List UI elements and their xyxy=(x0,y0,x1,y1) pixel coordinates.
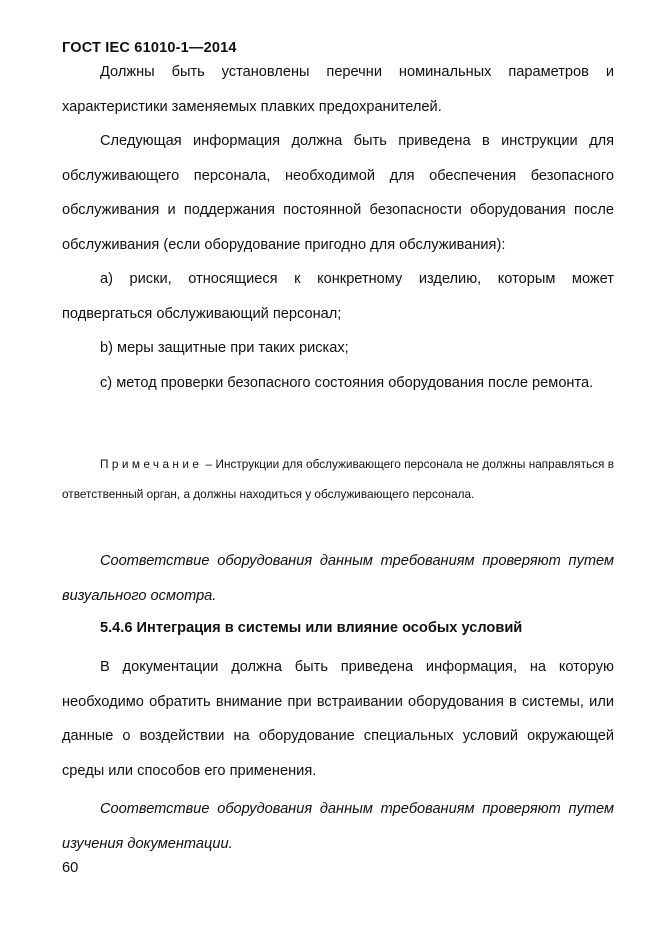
compliance-block-2 xyxy=(62,792,614,861)
compliance-visual-inspection: Соответствие оборудования данным требованиям проверяют путем визуального осмотра. xyxy=(62,553,614,604)
body-text-block-2 xyxy=(62,650,614,788)
body-text-block-1 xyxy=(62,55,614,400)
paragraph-fuse-list: Должны быть установлены перечни номинальных параметров и характеристики заменяемых плавких предохранителей. xyxy=(62,64,614,115)
paragraph-item-b: b) меры защитные при таких рисках; xyxy=(100,340,349,356)
paragraph-integration-info: В документации должна быть приведена информация, на которую необходимо обратить внимание при встраивании оборудования в системы, или данные о воздействии на оборудование специальных условий окружающей среды или способов его применения. xyxy=(62,659,614,779)
page-number: 60 xyxy=(62,860,79,876)
note-block xyxy=(62,450,614,510)
paragraph-service-instructions: Следующая информация должна быть приведена в инструкции для обслуживающего персонала, необходимой для обеспечения безопасного обслуживания и поддержания постоянной безопасности оборудования после обслуживания (если оборудование пригодно для обслуживания): xyxy=(62,133,614,253)
compliance-documentation-review: Соответствие оборудования данным требованиям проверяют путем изучения документации. xyxy=(62,801,614,852)
document-header: ГОСТ IEC 61010-1—2014 xyxy=(62,40,237,56)
note-label: Примечание xyxy=(100,457,203,471)
note-paragraph xyxy=(62,450,614,510)
note-text: – Инструкции для обслуживающего персонала не должны направляться в ответственный орган, а должны находиться у обслуживающего персонала. xyxy=(62,457,614,501)
paragraph-item-a: a) риски, относящиеся к конкретному изделию, которым может подвергаться обслуживающий персонал; xyxy=(62,271,614,322)
paragraph-item-c: c) метод проверки безопасного состояния оборудования после ремонта. xyxy=(100,374,594,391)
section-heading: 5.4.6 Интеграция в системы или влияние особых условий xyxy=(100,620,523,636)
compliance-block-1 xyxy=(62,544,614,613)
